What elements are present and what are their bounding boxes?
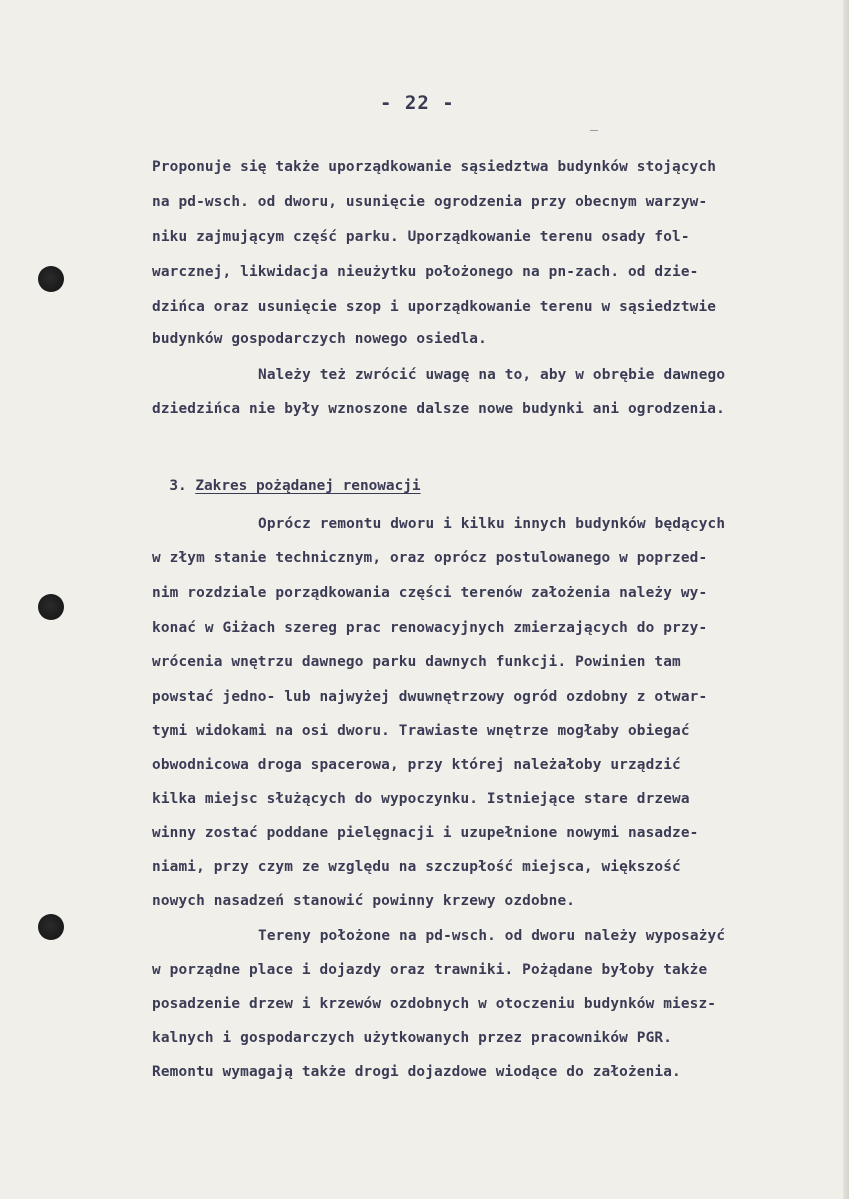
- text-line: kilka miejsc służących do wypoczynku. Istniejące stare drzewa: [152, 791, 690, 807]
- text-line: Proponuje się także uporządkowanie sąsiedztwa budynków stojących: [152, 159, 717, 175]
- punch-hole-top: [38, 266, 64, 292]
- text-line: nim rozdziale porządkowania części terenów założenia należy wy-: [152, 585, 708, 601]
- section-title: Zakres pożądanej renowacji: [195, 478, 421, 494]
- text-line: obwodnicowa droga spacerowa, przy której należałoby urządzić: [152, 757, 681, 773]
- text-line: nowych nasadzeń stanowić powinny krzewy ozdobne.: [152, 893, 576, 909]
- section-number: 3.: [169, 478, 187, 494]
- text-line: wrócenia wnętrzu dawnego parku dawnych funkcji. Powinien tam: [152, 654, 681, 670]
- punch-hole-middle: [38, 594, 64, 620]
- text-line: kalnych i gospodarczych użytkowanych przez pracowników PGR.: [152, 1030, 673, 1046]
- text-line: niami, przy czym ze względu na szczupłość miejsca, większość: [152, 859, 681, 875]
- text-line: w złym stanie technicznym, oraz oprócz postulowanego w poprzed-: [152, 550, 708, 566]
- page-edge-shadow: [843, 0, 849, 1199]
- text-line: powstać jedno- lub najwyżej dwuwnętrzowy ogród ozdobny z otwar-: [152, 689, 708, 705]
- text-line: Remontu wymagają także drogi dojazdowe wiodące do założenia.: [152, 1064, 681, 1080]
- text-line: winny zostać poddane pielęgnacji i uzupełnione nowymi nasadze-: [152, 825, 699, 841]
- text-line: na pd-wsch. od dworu, usunięcie ogrodzenia przy obecnym warzyw-: [152, 194, 708, 210]
- text-line: budynków gospodarczych nowego osiedla.: [152, 331, 487, 347]
- text-line: warcznej, likwidacja nieużytku położonego na pn-zach. od dzie-: [152, 264, 699, 280]
- text-line: posadzenie drzew i krzewów ozdobnych w otoczeniu budynków miesz-: [152, 996, 717, 1012]
- page-number: - 22 -: [380, 92, 455, 114]
- text-line: Należy też zwrócić uwagę na to, aby w obrębie dawnego: [258, 367, 726, 383]
- stray-mark: [590, 130, 598, 131]
- text-line: konać w Giżach szereg prac renowacyjnych zmierzających do przy-: [152, 620, 708, 636]
- text-line: dzińca oraz usunięcie szop i uporządkowanie terenu w sąsiedztwie: [152, 299, 717, 315]
- text-line: dziedzińca nie były wznoszone dalsze nowe budynki ani ogrodzenia.: [152, 401, 725, 417]
- text-line: Oprócz remontu dworu i kilku innych budynków będących: [258, 516, 726, 532]
- text-line: tymi widokami na osi dworu. Trawiaste wnętrze mogłaby obiegać: [152, 723, 690, 739]
- punch-hole-bottom: [38, 914, 64, 940]
- text-line: w porządne place i dojazdy oraz trawniki. Pożądane byłoby także: [152, 962, 708, 978]
- section-heading: [152, 462, 421, 494]
- text-line: Tereny położone na pd-wsch. od dworu należy wyposażyć: [258, 928, 726, 944]
- text-line: niku zajmującym część parku. Uporządkowanie terenu osady fol-: [152, 229, 690, 245]
